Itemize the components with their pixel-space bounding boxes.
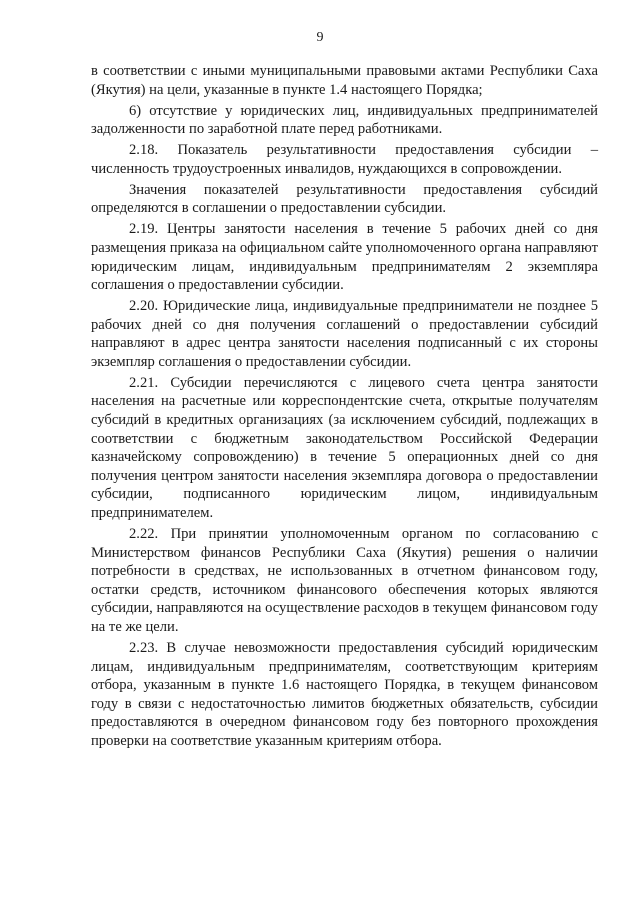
page-number: 9 [316,30,324,45]
paragraph-2-19: 2.19. Центры занятости населения в течение 5 рабочих дней со дня размещения приказа на официальном сайте уполномоченного органа направляют юридическим лицам, индивидуальным предпринимателям 2 экземпляра соглашения о предоставлении субсидии. [91,221,598,294]
paragraph-2-18: 2.18. Показатель результативности предоставления субсидии – численность трудоустроенных инвалидов, нуждающихся в сопровождении. [91,142,598,177]
paragraph-indicator-values: Значения показателей результативности предоставления субсидий определяются в соглашении о предоставлении субсидии. [91,181,598,217]
document-body [91,62,598,753]
paragraph-continuation: в соответствии с иными муниципальными правовыми актами Республики Саха (Якутия) на цели, указанные в пункте 1.4 настоящего Порядка; [91,63,598,98]
paragraph-item-6: 6) отсутствие у юридических лиц, индивидуальных предпринимателей задолженности по заработной плате перед работниками. [91,102,598,138]
paragraph-2-21: 2.21. Субсидии перечисляются с лицевого счета центра занятости населения на расчетные или корреспондентские счета, открытые получателям субсидий в кредитных организациях (за исключением субсидий, подлежащих в соответствии с бюджетным законодательством Российской Федерации казначейскому сопровождению) в течение 5 операционных дней со дня получения центром занятости населения экземпляра договора о предоставлении субсидии, подписанного юридическим лицом, индивидуальным предпринимателем. [91,374,598,521]
paragraph-2-22: 2.22. При принятии уполномоченным органом по согласованию с Министерством финансов Республики Саха (Якутия) решения о наличии потребности в средствах, не использованных в отчетном финансовом году, остатки средств, источником финансового обеспечения которых являются субсидии, направляются на осуществление расходов в текущем финансовом году на те же цели. [91,525,598,635]
paragraph-2-23: 2.23. В случае невозможности предоставления субсидий юридическим лицам, индивидуальным предпринимателям, соответствующим критериям отбора, указанным в пункте 1.6 настоящего Порядка, в текущем финансовом году в связи с недостаточностью лимитов бюджетных обязательств, субсидии предоставляются в очередном финансовом году без повторного прохождения проверки на соответствие указанным критериям отбора. [91,639,598,749]
paragraph-2-20: 2.20. Юридические лица, индивидуальные предприниматели не позднее 5 рабочих дней со дня получения соглашений о предоставлении субсидий направляют в адрес центра занятости населения подписанный с их стороны экземпляр соглашения о предоставлении субсидии. [91,298,598,370]
